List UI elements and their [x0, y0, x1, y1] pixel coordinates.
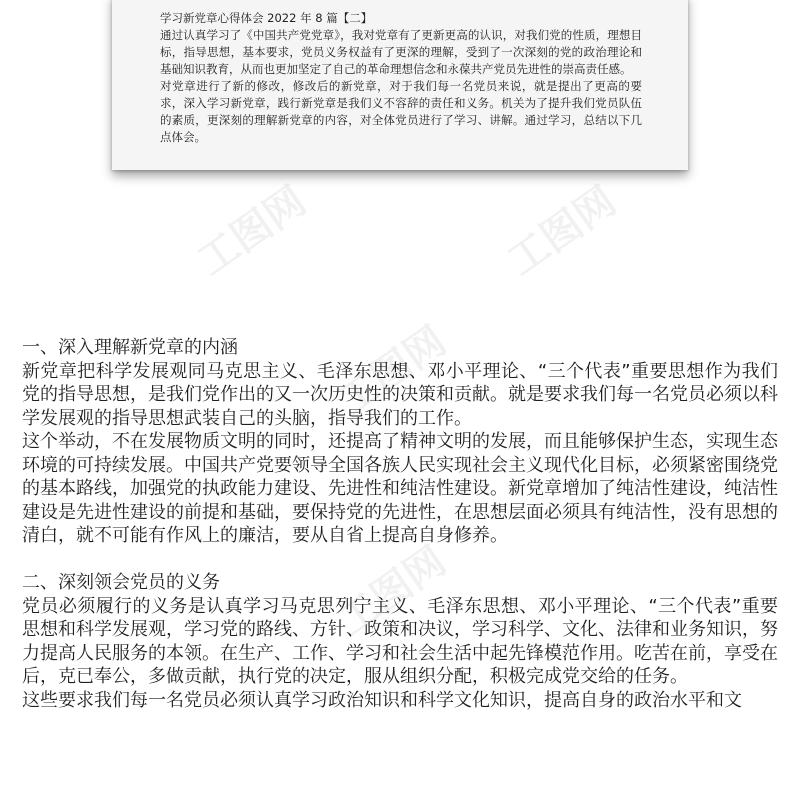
section-1-paragraph-2: 这个举动，不在发展物质文明的同时，还提高了精神文明的发展，而且能够保护生态，实现生态环境的可持续发展。中国共产党要领导全国各族人民实现社会主义现代化目标，必须紧密围绕党的基本路线，加强党的执政能力建设、先进性和纯洁性建设。新党章增加了纯洁性建设，纯洁性建设是先进性建设的前提和基础，要保持党的先进性，在思想层面必须具有纯洁性，没有思想的清白，就不可能有作风上的廉洁，要从自省上提高自身修养。: [22, 431, 778, 546]
watermark: 工图网: [329, 538, 455, 645]
preview-band: [0, 0, 800, 230]
section-spacer: [22, 548, 778, 572]
watermark: 工图网: [329, 318, 455, 425]
article-body: [22, 336, 778, 712]
section-heading-1: 一、深入理解新党章的内涵: [22, 337, 238, 358]
section-2-paragraph-2: 这些要求我们每一名党员必须认真学习政治知识和科学文化知识，提高自身的政治水平和文: [22, 689, 742, 711]
watermark: 工图网: [499, 178, 625, 285]
watermark: 工图网: [189, 178, 315, 285]
section-2-paragraph-1: 党员必须履行的义务是认真学习马克思列宁主义、毛泽东思想、邓小平理论、“三个代表”重要思想和科学发展观，学习党的路线、方针、政策和决议，学习科学、文化、法律和业务知识，努力提高人民服务的本领。在生产、工作、学习和社会生活中起先锋模范作用。吃苦在前，享受在后，克已奉公，多做贡献，执行党的决定，服从组织分配，积极完成党交给的任务。: [22, 595, 778, 687]
preview-paragraph-2: 对党章进行了新的修改，修改后的新党章，对于我们每一名党员来说，就是提出了更高的要求，深入学习新党章，践行新党章是我们义不容辞的责任和义务。机关为了提升我们党员队伍的素质，更深刻的理解新党章的内容，对全体党员进行了学习、讲解。通过学习，总结以下几点体会。: [160, 79, 642, 144]
section-1-paragraph-1: 新党章把科学发展观同马克思主义、毛泽东思想、邓小平理论、“三个代表”重要思想作为我们党的指导思想，是我们党作出的又一次历史性的决策和贡献。就是要求我们每一名党员必须以科学发展观的指导思想武装自己的头脑，指导我们的工作。: [22, 360, 778, 429]
preview-paragraph-1: 通过认真学习了《中国共产党党章》，我对党章有了更新更高的认识，对我们党的性质，理想目标，指导思想，基本要求，党员义务权益有了更深的理解，受到了一次深刻的党的政治理论和基础知识教育，从而也更加坚定了自己的革命理想信念和永葆共产党员先进性的崇高责任感。: [160, 28, 642, 76]
preview-title: 学习新党章心得体会 2022 年 8 篇【二】: [160, 11, 373, 25]
section-heading-2: 二、深刻领会党员的义务: [22, 572, 220, 593]
document-preview-card: [112, 0, 688, 170]
